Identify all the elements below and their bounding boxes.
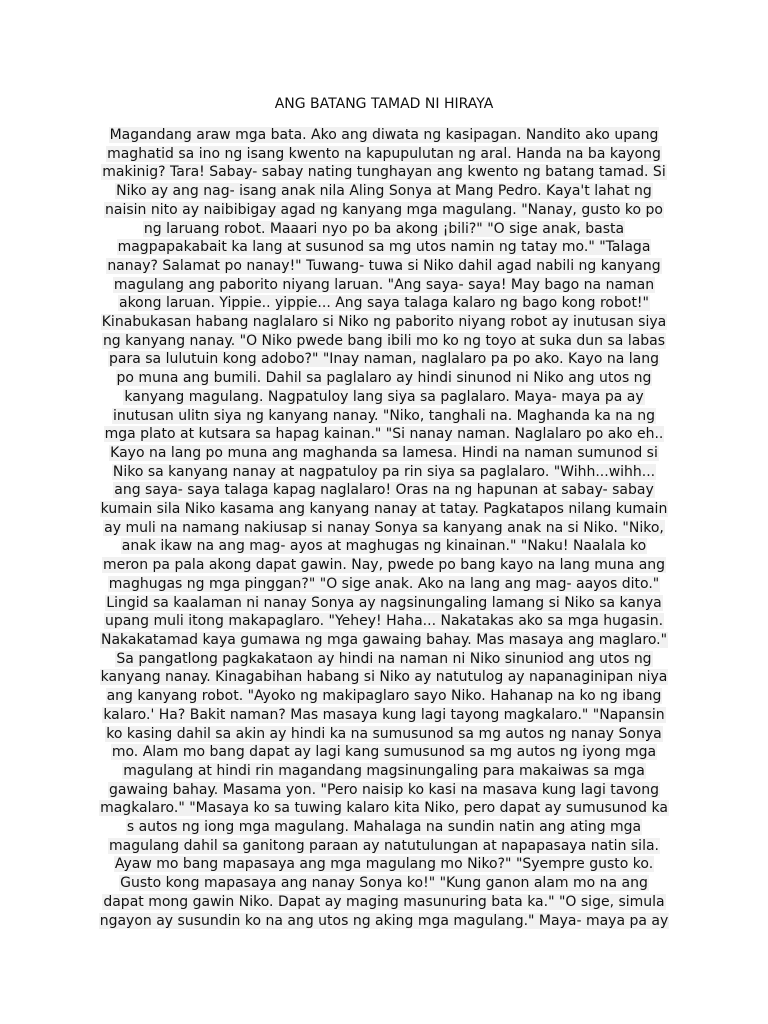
text-line-content: gawaing bahay. Masama yon. "Pero naisip ko kasi na masava kung lagi tavong [109,781,659,798]
text-line [84,575,684,594]
text-line [84,537,684,556]
text-line-content: makinig? Tara! Sabay- sabay nating tunghayan ang kwento ng batang tamad. Si [102,164,666,181]
text-line-content: ngayon ay susundin ko na ang utos ng aking mga magulang." Maya- maya pa ay [99,912,669,929]
text-line-content: inutusan ulitn siya ng kanyang nanay. "Niko, tanghali na. Maghanda ka na ng [113,407,655,424]
text-line-content: Niko sa kanyang nanay at nagpatuloy pa rin siya sa paglalaro. "Wihh...wihh... [112,463,656,480]
text-line [84,706,684,725]
text-line [84,594,684,613]
text-line [84,388,684,407]
text-line-content: nanay? Salamat po nanay!" Tuwang- tuwa si Niko dahil agad nabili ng kanyang [107,257,661,274]
text-line [84,294,684,313]
text-line-content: Kayo na lang po muna ang maghanda sa lamesa. Hindi na naman sumunod si [110,444,658,461]
text-line-content: ang kanyang robot. "Ayoko ng makipaglaro sayo Niko. Hahanap na ko ng ibang [106,688,662,705]
story-body [84,126,684,930]
text-line-content: Gusto kong mapasaya ang nanay Sonya ko!" "Kung ganon alam mo na ang [120,875,648,892]
text-line-content: magpapakabait ka lang at susunod sa mg utos namin ng tatay mo." "Talaga [117,239,651,256]
text-line-content: ng laruang robot. Maaari nyo po ba akong ¡bili?" "O sige anak, basta [143,220,625,237]
text-line-content: ng kanyang nanay. "O Niko pwede bang ibili mo ko ng toyo at suka dun sa labas [102,332,666,349]
text-line [84,126,684,145]
text-line-content: para sa lulutuin kong adobo?" "Inay naman, naglalaro pa po ako. Kayo na lang [109,351,659,368]
text-line-content: Niko ay ang nag- isang anak nila Aling Sonya at Mang Pedro. Kaya't lahat ng [116,183,652,200]
text-line [84,631,684,650]
text-line [84,369,684,388]
text-line-content: kalaro.' Ha? Bakit naman? Mas masaya kung lagi tayong magkalaro." "Napansin [103,706,665,723]
text-line [84,182,684,201]
text-line-content: Sa pangatlong pagkakataon ay hindi na naman ni Niko sinuniod ang utos ng [116,650,652,667]
text-line [84,912,684,931]
text-line-content: dapat mong gawin Niko. Dapat ay maging masunuring bata ka." "O sige, simula [103,893,665,910]
text-line [84,444,684,463]
text-line [84,220,684,239]
text-line [84,725,684,744]
text-line [84,332,684,351]
text-line-content: Nakakatamad kaya gumawa ng mga gawaing bahay. Mas masaya ang maglaro." [100,631,668,648]
text-line-content: upang muli itong makapaglaro. "Yehey! Haha... Nakatakas ako sa mga hugasin. [104,613,664,630]
text-line [84,276,684,295]
text-line-content: magulang at hindi rin magandang magsinungaling para makaiwas sa mga [123,762,645,779]
text-line [84,313,684,332]
text-line-content: po muna ang bumili. Dahil sa paglalaro ay hindi sinunod ni Niko ang utos ng [116,370,652,387]
text-line-content: maghugas ng mga pinggan?" "O sige anak. Ako na lang ang mag- aayos dito." [108,575,660,592]
text-line-content: kanyang nanay. Kinagabihan habang si Niko ay natutulog ay napanaginipan niya [100,669,668,686]
text-line-content: ko kasing dahil sa akin ay hindi ka na sumusunod sa mg autos ng nanay Sonya [106,725,662,742]
text-line-content: maghatid sa ino ng isang kwento na kapupulutan ng aral. Handa na ba kayong [107,145,661,162]
text-line-content: Ayaw mo bang mapasaya ang mga magulang mo Niko?" "Syempre gusto ko. [114,856,654,873]
text-line-content: Kinabukasan habang naglalaro si Niko ng paborito niyang robot ay inutusan siya [101,314,667,331]
text-line [84,481,684,500]
document-title: ANG BATANG TAMAD NI HIRAYA [274,96,494,112]
text-line [84,519,684,538]
text-line [84,145,684,164]
text-line-content: anak ikaw na ang mag- ayos at maghugas ng kinainan." "Naku! Naalala ko [121,538,647,555]
text-line [84,818,684,837]
text-line-content: akong laruan. Yippie.. yippie... Ang saya talaga kalaro ng bago kong robot!" [118,295,649,312]
text-line [84,163,684,182]
text-line-content: ay muli na namang nakiusap si nanay Sonya sa kanyang anak na si Niko. "Niko, [104,519,664,536]
text-line-content: magulang ang paborito niyang laruan. "Ang saya- saya! May bago na naman [113,276,655,293]
text-line [84,762,684,781]
text-line-content: magulang dahil sa ganitong paraan ay natutulungan at napapasaya natin sila. [108,837,659,854]
text-line [84,781,684,800]
text-line [84,425,684,444]
text-line-content: Magandang araw mga bata. Ako ang diwata ng kasipagan. Nandito ako upang [109,127,659,143]
text-line [84,407,684,426]
text-line [84,500,684,519]
text-line [84,743,684,762]
text-line [84,893,684,912]
text-line-content: mga plato at kutsara sa hapag kainan." "Si nanay naman. Naglalaro po ako eh.. [104,426,664,443]
text-line [84,687,684,706]
text-line [84,837,684,856]
text-line [84,799,684,818]
text-line [84,238,684,257]
text-line [84,650,684,669]
text-line-content: Lingid sa kaalaman ni nanay Sonya ay nagsinungaling lamang si Niko sa kanya [106,594,662,611]
text-line-content: ang saya- saya talaga kapag naglalaro! Oras na ng hapunan at sabay- sabay [114,482,654,499]
text-line-content: mo. Alam mo bang dapat ay lagi kang sumusunod sa mg autos ng iyong mga [111,744,657,761]
text-line-content: meron pa pala akong dapat gawin. Nay, pwede po bang kayo na lang muna ang [102,557,666,574]
text-line [84,201,684,220]
text-line [84,855,684,874]
text-line [84,463,684,482]
text-line [84,874,684,893]
text-line [84,257,684,276]
text-line [84,612,684,631]
text-line-content: magkalaro." "Masaya ko sa tuwing kalaro kita Niko, pero dapat ay sumusunod ka [100,800,668,817]
text-line-content: naisin nito ay naibibigay agad ng kanyang mga magulang. "Nanay, gusto ko po [105,201,663,218]
text-line-content: kanyang magulang. Nagpatuloy lang siya sa paglalaro. Maya- maya pa ay [124,388,644,405]
text-line [84,350,684,369]
text-line-content: s autos ng iong mga magulang. Mahalaga na sundin natin ang ating mga [126,819,642,836]
text-line [84,556,684,575]
text-line-content: kumain sila Niko kasama ang kanyang nanay at tatay. Pagkatapos nilang kumain [100,501,668,518]
text-line [84,668,684,687]
